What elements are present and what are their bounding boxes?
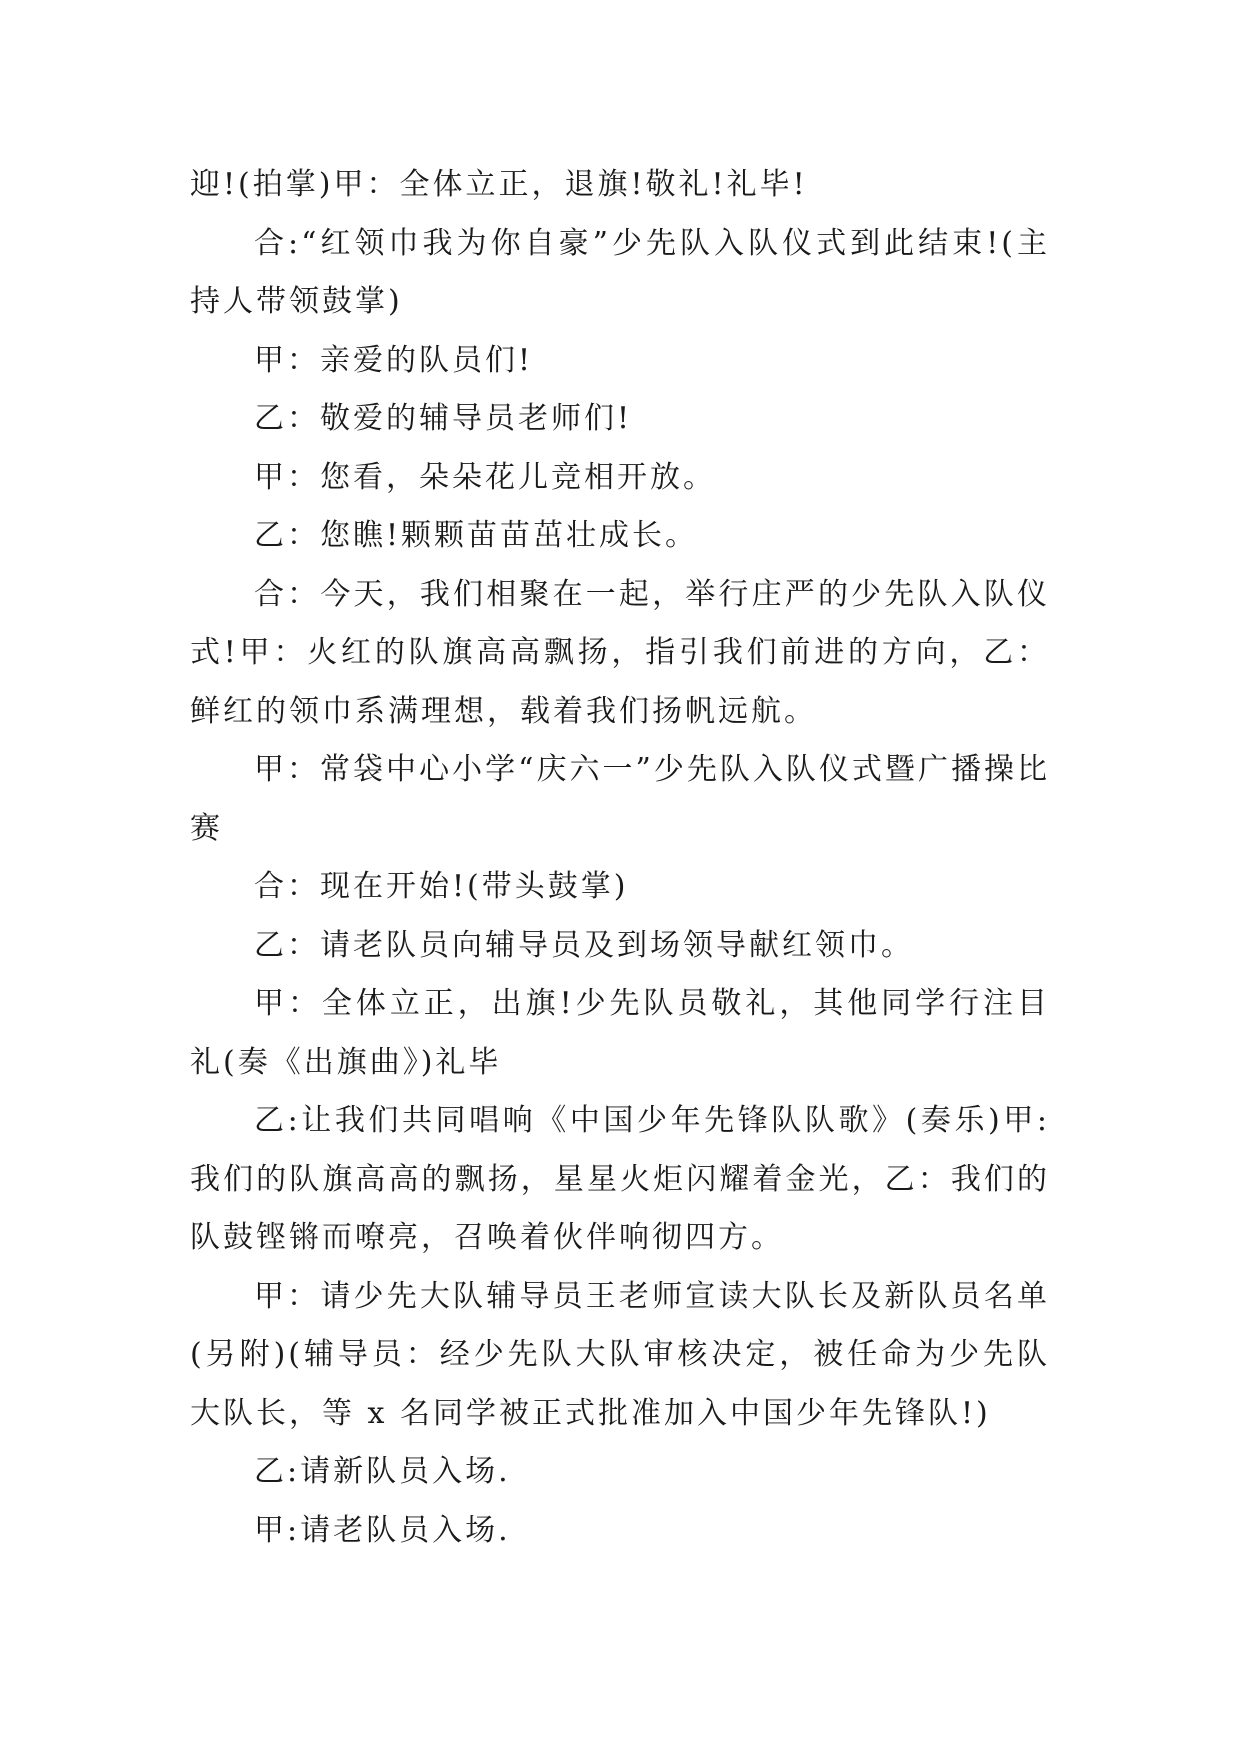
paragraph: 合：现在开始!(带头鼓掌) bbox=[254, 869, 629, 904]
document-body bbox=[190, 156, 1050, 1560]
paragraph: 合：今天，我们相聚在一起，举行庄严的少先队入队仪式!甲：火红的队旗高高飘扬，指引我们前进的方向，乙：鲜红的领巾系满理想，载着我们扬帆远航。 bbox=[190, 576, 1050, 729]
paragraph: 甲:请老队员入场. bbox=[254, 1512, 511, 1548]
paragraph: 迎!(拍掌)甲：全体立正，退旗!敬礼!礼毕! bbox=[190, 167, 808, 202]
paragraph: 乙：您瞧!颗颗苗苗茁壮成长。 bbox=[254, 518, 699, 553]
paragraph: 乙：请老队员向辅导员及到场领导献红领巾。 bbox=[254, 927, 914, 963]
paragraph: 甲：常袋中心小学“庆六一”少先队入队仪式暨广播操比赛 bbox=[190, 752, 1050, 846]
paragraph: 甲：全体立正，出旗!少先队员敬礼，其他同学行注目礼(奏《出旗曲》)礼毕 bbox=[190, 986, 1050, 1080]
paragraph: 乙:让我们共同唱响《中国少年先锋队队歌》(奏乐)甲:我们的队旗高高的飘扬，星星火炬闪耀着金光，乙：我们的队鼓铿锵而嘹亮，召唤着伙伴响彻四方。 bbox=[190, 1103, 1050, 1255]
paragraph: 乙：敬爱的辅导员老师们! bbox=[254, 401, 633, 436]
paragraph: 合:“红领巾我为你自豪”少先队入队仪式到此结束!(主持人带领鼓掌) bbox=[190, 225, 1050, 319]
paragraph: 甲：亲爱的队员们! bbox=[254, 342, 534, 378]
paragraph: 乙:请新队员入场. bbox=[254, 1454, 511, 1489]
paragraph: 甲：请少先大队辅导员王老师宣读大队长及新队员名单(另附)(辅导员：经少先队大队审核决定，被任命为少先队大队长，等 x 名同学被正式批准加入中国少年先锋队!) bbox=[190, 1278, 1050, 1431]
paragraph: 甲：您看，朵朵花儿竞相开放。 bbox=[254, 459, 716, 495]
